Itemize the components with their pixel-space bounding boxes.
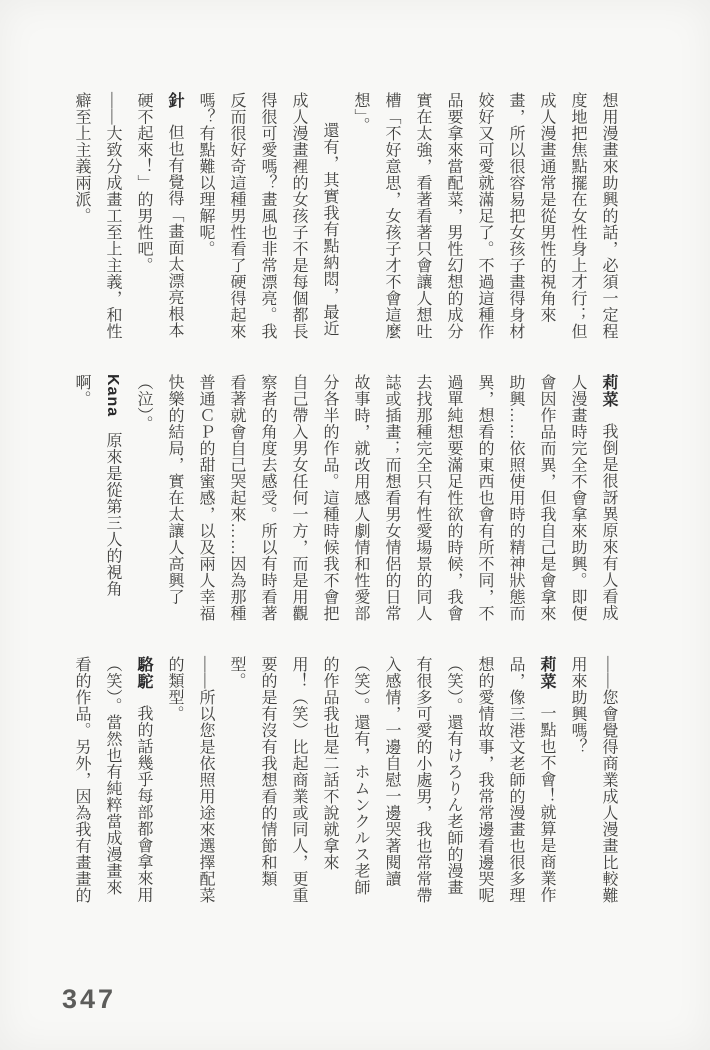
speaker-name: 莉菜 — [600, 374, 617, 408]
speaker-name: 針 — [166, 92, 183, 109]
column-text: 分各半的作品。這種時候我不會把 — [321, 374, 338, 622]
text-column — [66, 92, 97, 341]
text-column — [221, 374, 252, 623]
text-column — [500, 92, 531, 341]
text-column — [252, 656, 283, 905]
text-column — [500, 374, 531, 623]
text-column — [283, 656, 314, 905]
column-text: （泣）。 — [135, 374, 152, 432]
text-column — [252, 374, 283, 623]
column-text: 還有，其實我有點納悶，最近 — [321, 122, 338, 337]
text-column — [469, 92, 500, 341]
text-column — [97, 374, 128, 623]
text-column — [376, 656, 407, 905]
column-text: 原來是從第三人的視角 — [104, 432, 121, 598]
text-column — [345, 374, 376, 623]
text-column — [438, 656, 469, 905]
column-text: 槽「不好意思，女孩子才不會這麼 — [383, 92, 400, 340]
column-text: 一點也不會！就算是商業作 — [538, 705, 555, 903]
text-column — [190, 92, 221, 341]
column-text: 要的是有沒有我想看的情節和類 — [259, 656, 276, 887]
text-column — [128, 92, 159, 341]
column-text: 誌或插畫；而想看男女情侶的日常 — [383, 374, 400, 622]
text-band-3 — [66, 656, 624, 905]
speaker-name: 莉菜 — [538, 656, 555, 690]
text-column — [407, 374, 438, 623]
text-column — [407, 92, 438, 341]
column-text: （笑）。還有けろりん老師的漫畫 — [445, 656, 462, 896]
text-column — [593, 374, 624, 623]
text-column — [314, 92, 345, 341]
text-column — [500, 656, 531, 905]
column-text: 反而很好奇這種男性看了硬得起來 — [228, 92, 245, 340]
text-column — [159, 656, 190, 905]
speaker-name: 駱駝 — [135, 656, 152, 690]
column-text: 品，像三港文老師的漫畫也很多理 — [507, 656, 524, 904]
text-column — [593, 656, 624, 905]
column-text: 啊。 — [73, 374, 90, 407]
column-text: 品要拿來當配菜，男性幻想的成分 — [445, 92, 462, 340]
column-text: 用！（笑）比起商業或同人，更重 — [290, 656, 307, 904]
column-text: 去找那種完全只有性愛場景的同人 — [414, 374, 431, 622]
column-text: 想的愛情故事，我常常邊看邊哭呢 — [476, 656, 493, 904]
column-text: 但也有覺得「畫面太漂亮根本 — [166, 124, 183, 339]
text-column — [376, 92, 407, 341]
text-column — [221, 92, 252, 341]
text-column — [283, 374, 314, 623]
column-text: 異，想看的東西也會有所不同，不 — [476, 374, 493, 622]
column-text: 癖至上主義兩派。 — [73, 92, 90, 224]
column-text: ——所以您是依照用途來選擇配菜 — [197, 656, 214, 904]
column-text: 得很可愛嗎？畫風也非常漂亮。我 — [259, 92, 276, 340]
text-column — [252, 92, 283, 341]
text-column — [128, 374, 159, 623]
page-number: 347 — [62, 984, 117, 1014]
text-column — [128, 656, 159, 905]
text-column — [407, 656, 438, 905]
text-column — [283, 92, 314, 341]
column-text: 度地把焦點擺在女性身上才行；但 — [569, 92, 586, 340]
column-text: 察者的角度去感受。所以有時看著 — [259, 374, 276, 622]
column-text: （笑）。當然也有純粹當成漫畫來 — [104, 656, 121, 896]
column-text: 想」。 — [352, 92, 369, 134]
column-text: 型。 — [228, 656, 245, 689]
text-column — [531, 374, 562, 623]
column-text: 畫，所以很容易把女孩子畫得身材 — [507, 92, 524, 340]
text-column — [562, 656, 593, 905]
column-text: 看著就會自己哭起來……因為那種 — [228, 374, 245, 622]
column-text: 實在太強，看著看著只會讓人想吐 — [414, 92, 431, 340]
column-text: 的類型。 — [166, 656, 183, 722]
column-text: 我的話幾乎每部都會拿來用 — [135, 705, 152, 903]
text-column — [345, 656, 376, 905]
column-text: 硬不起來！」的男性吧。 — [135, 92, 152, 274]
column-text: 快樂的結局，實在太讓人高興了 — [166, 374, 183, 605]
column-text: （笑）。還有，ホムンクルス老師 — [352, 656, 369, 896]
text-column — [438, 374, 469, 623]
column-text: 有很多可愛的小處男，我也常常帶 — [414, 656, 431, 904]
column-text: 人漫畫時完全不會拿來助興。即便 — [569, 374, 586, 622]
text-band-1 — [66, 92, 624, 341]
text-column — [438, 92, 469, 341]
column-text: 想用漫畫來助興的話，必須一定程 — [600, 92, 617, 340]
column-text: 自己帶入男女任何一方，而是用觀 — [290, 374, 307, 622]
text-column — [562, 92, 593, 341]
text-column — [531, 92, 562, 341]
text-column — [97, 656, 128, 905]
text-column — [190, 656, 221, 905]
text-band-2 — [66, 374, 624, 623]
text-column — [159, 374, 190, 623]
column-text: 故事時，就改用感人劇情和性愛部 — [352, 374, 369, 622]
column-text: 過單純想要滿足性欲的時候，我會 — [445, 374, 462, 622]
text-column — [97, 92, 128, 341]
column-text: 入感情，一邊自慰一邊哭著閱讀 — [383, 656, 400, 887]
text-column — [190, 374, 221, 623]
text-column — [469, 656, 500, 905]
text-column — [159, 92, 190, 341]
text-column — [593, 92, 624, 341]
text-column — [531, 656, 562, 905]
column-text: 姣好又可愛就滿足了。不過這種作 — [476, 92, 493, 340]
column-text: 看的作品。另外，因為我有畫畫的 — [73, 656, 90, 904]
text-column — [345, 92, 376, 341]
text-column — [221, 656, 252, 905]
text-column — [66, 656, 97, 905]
column-text: 助興……依照使用時的精神狀態而 — [507, 374, 524, 622]
column-text: 用來助興嗎？ — [569, 656, 586, 755]
column-text: ——您會覺得商業成人漫畫比較難 — [600, 656, 617, 904]
column-text: 成人漫畫通常是從男性的視角來 — [538, 92, 555, 323]
text-column — [314, 374, 345, 623]
text-block — [66, 92, 624, 938]
speaker-name: Kana — [104, 374, 121, 418]
text-column — [562, 374, 593, 623]
column-text: 普通ＣＰ的甜蜜感，以及兩人幸福 — [197, 374, 214, 622]
column-text: 我倒是很訝異原來有人看成 — [600, 423, 617, 621]
text-column — [66, 374, 97, 623]
text-column — [376, 374, 407, 623]
text-column — [314, 656, 345, 905]
column-text: 的作品我也是二話不說就拿來 — [321, 656, 338, 871]
column-text: 成人漫畫裡的女孩子不是每個都長 — [290, 92, 307, 340]
column-text: 嗎？有點難以理解呢。 — [197, 92, 214, 257]
column-text: ——大致分成畫工至上主義，和性 — [104, 92, 121, 340]
text-column — [469, 374, 500, 623]
column-text: 會因作品而異，但我自己是會拿來 — [538, 374, 555, 622]
